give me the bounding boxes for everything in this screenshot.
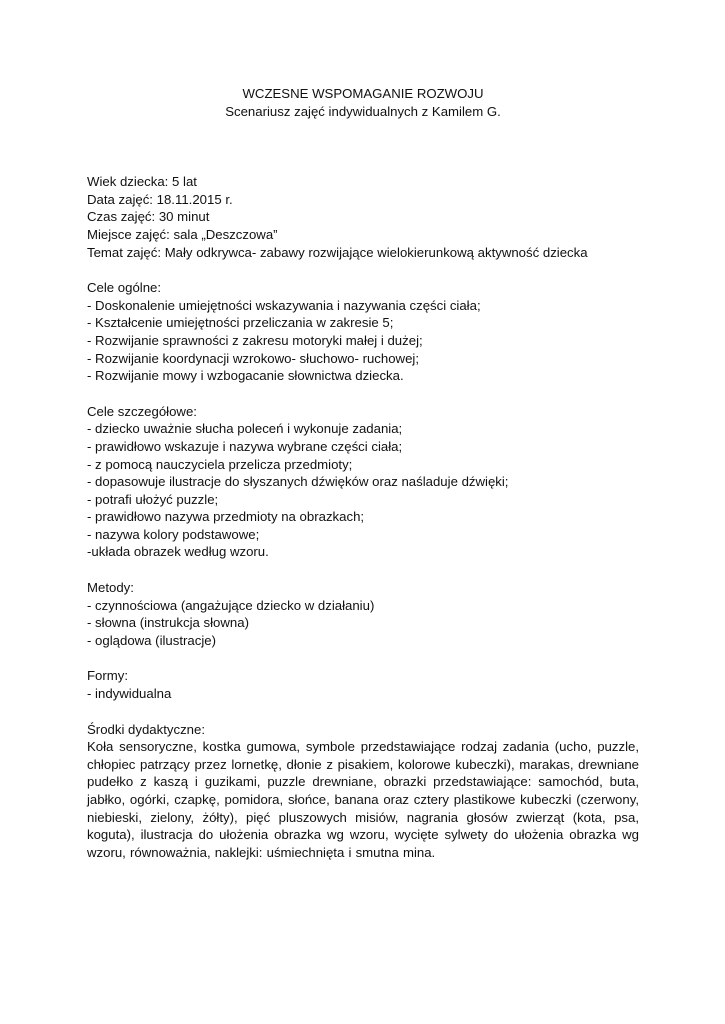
list-item: - Doskonalenie umiejętności wskazywania i nazywania części ciała; xyxy=(87,297,481,313)
list-item: - prawidłowo wskazuje i nazywa wybrane części ciała; xyxy=(87,438,403,454)
list-item: - z pomocą nauczyciela przelicza przedmioty; xyxy=(87,456,353,472)
list-item: - Kształcenie umiejętności przeliczania w zakresie 5; xyxy=(87,315,394,331)
list-item: - słowna (instrukcja słowna) xyxy=(87,615,249,631)
info-block xyxy=(87,173,639,261)
info-topic: Temat zajęć: Mały odkrywca- zabawy rozwijające wielokierunkową aktywność dziecka xyxy=(87,244,588,260)
document-title: WCZESNE WSPOMAGANIE ROZWOJU xyxy=(242,86,484,101)
info-place: Miejsce zajęć: sala „Deszczowa” xyxy=(87,226,278,242)
document-subtitle: Scenariusz zajęć indywidualnych z Kamilem G. xyxy=(225,103,501,119)
list-item: - prawidłowo nazywa przedmioty na obrazkach; xyxy=(87,509,365,525)
list-item: - nazywa kolory podstawowe; xyxy=(87,526,260,542)
info-age: Wiek dziecka: 5 lat xyxy=(87,174,197,190)
list-item: -układa obrazek według wzoru. xyxy=(87,544,269,560)
srodki-paragraph: Koła sensoryczne, kostka gumowa, symbole przedstawiające rodzaj zadania (ucho, puzzle, chłopiec patrzący przez lornetkę, dłonie z pisakiem, kolorowe kubeczki), marakas, drewniane pudełko z kaszą i guzikami, puzzle drewniane, obrazki przedstawiające: samochód, buta, jabłko, ogórki, czapkę, pomidora, słońce, banana oraz cztery plastikowe kubeczki (czerwony, niebieski, zielony, żółty), pięć pluszowych misiów, nagrania głosów zwierząt (kota, psa, koguta), ilustracja do ułożenia obrazka wg wzoru, wycięte sylwety do ułożenia obrazka wg wzoru, równoważnia, naklejki: uśmiechnięta i smutna mina. xyxy=(87,739,639,860)
section-cele-ogolne xyxy=(87,279,639,385)
list-item: - Rozwijanie mowy i wzbogacanie słownictwa dziecka. xyxy=(87,368,404,384)
list-item: - Rozwijanie koordynacji wzrokowo- słuchowo- ruchowej; xyxy=(87,350,420,366)
list-item: - oglądowa (ilustracje) xyxy=(87,632,216,648)
section-formy xyxy=(87,667,639,702)
document-content xyxy=(87,85,639,861)
section-metody xyxy=(87,579,639,649)
info-date: Data zajęć: 18.11.2015 r. xyxy=(87,191,233,207)
section-heading: Formy: xyxy=(87,668,129,684)
title-block xyxy=(87,85,639,120)
list-item: - dziecko uważnie słucha poleceń i wykonuje zadania; xyxy=(87,421,403,437)
list-item: - indywidualna xyxy=(87,686,172,702)
section-heading: Środki dydaktyczne: xyxy=(87,721,206,737)
list-item: - dopasowuje ilustracje do słyszanych dźwięków oraz naśladuje dźwięki; xyxy=(87,474,509,490)
section-heading: Metody: xyxy=(87,580,134,596)
list-item: - czynnościowa (angażujące dziecko w działaniu) xyxy=(87,597,375,613)
list-item: - potrafi ułożyć puzzle; xyxy=(87,491,219,507)
info-duration: Czas zajęć: 30 minut xyxy=(87,209,210,225)
section-cele-szczegolowe xyxy=(87,403,639,561)
section-heading: Cele ogólne: xyxy=(87,280,162,296)
list-item: - Rozwijanie sprawności z zakresu motoryki małej i dużej; xyxy=(87,332,423,348)
section-srodki xyxy=(87,721,639,862)
section-heading: Cele szczegółowe: xyxy=(87,403,197,419)
